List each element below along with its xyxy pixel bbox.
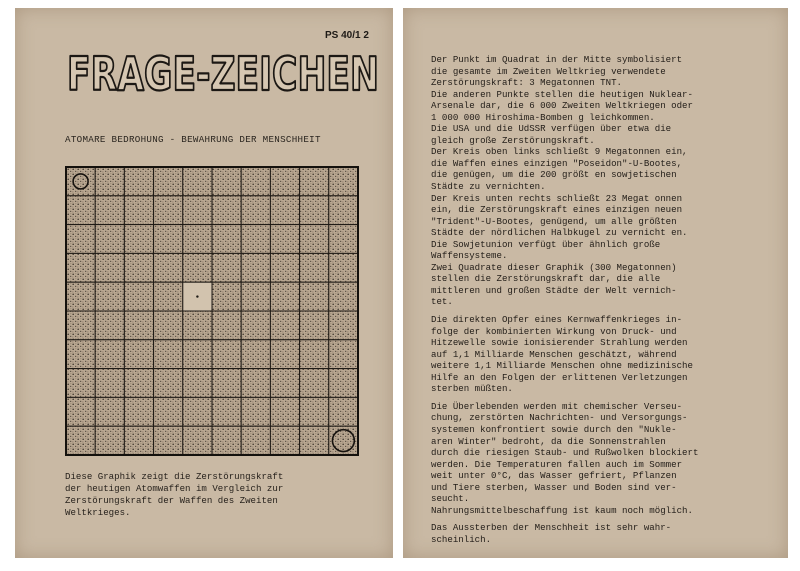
grid-cell xyxy=(212,397,241,426)
grid-cell xyxy=(300,196,329,225)
grid-cell xyxy=(241,167,270,196)
grid-cell xyxy=(212,225,241,254)
body-line: aren Winter" bedroht, da die Sonnenstrahlen xyxy=(431,435,666,447)
grid-cell xyxy=(124,225,153,254)
grid-cell xyxy=(95,282,124,311)
headline-text: FRAGE-ZEICHEN xyxy=(67,47,379,101)
body-line: tet. xyxy=(431,296,453,308)
body-line: Die anderen Punkte stellen die heutigen Nuklear- xyxy=(431,88,693,100)
grid-cell xyxy=(95,397,124,426)
headline xyxy=(63,46,383,102)
grid-cell xyxy=(212,282,241,311)
grid-cell xyxy=(154,340,183,369)
subtitle: ATOMARE BEDROHUNG - BEWAHRUNG DER MENSCHHEIT xyxy=(65,134,321,145)
body-line: Hitzewelle sowie ionisierender Strahlung werden xyxy=(431,337,688,349)
grid-cell xyxy=(124,196,153,225)
body-line: "Trident"-U-Bootes, genügend, um alle größten xyxy=(431,215,677,227)
grid-cell xyxy=(183,167,212,196)
grid-cell xyxy=(241,426,270,455)
caption-line: Zerstörungskraft der Waffen des Zweiten xyxy=(65,495,278,506)
grid-cell xyxy=(154,369,183,398)
grid-cell xyxy=(300,282,329,311)
body-line: auf 1,1 Milliarde Menschen geschätzt, während xyxy=(431,348,677,360)
grid-cell xyxy=(212,253,241,282)
grid-cell xyxy=(300,340,329,369)
caption-line: Diese Graphik zeigt die Zerstörungskraft xyxy=(65,471,284,482)
grid-cell xyxy=(270,340,299,369)
grid-cell xyxy=(183,340,212,369)
body-line: Hilfe an den Folgen der erlittenen Verletzungen xyxy=(431,371,688,383)
grid-cell xyxy=(300,311,329,340)
body-line: Waffensysteme. xyxy=(431,250,508,262)
caption-line: der heutigen Atomwaffen im Vergleich zur xyxy=(65,483,284,494)
grid-cell xyxy=(95,311,124,340)
grid-cell xyxy=(183,225,212,254)
body-line: Die USA und die UdSSR verfügen über etwa die xyxy=(431,123,672,135)
grid-cell xyxy=(66,196,95,225)
grid-cell xyxy=(241,340,270,369)
grid-cell xyxy=(154,397,183,426)
grid-cell xyxy=(154,253,183,282)
caption xyxy=(65,471,375,519)
grid-cell xyxy=(66,340,95,369)
grid-cell xyxy=(124,426,153,455)
grid-cell xyxy=(212,426,241,455)
grid-cell xyxy=(124,369,153,398)
body-line: seucht. xyxy=(431,493,470,505)
grid-cell xyxy=(241,311,270,340)
grid-cell xyxy=(124,397,153,426)
body-line: Das Aussterben der Menschheit ist sehr wahr- xyxy=(431,522,672,534)
grid-cell xyxy=(329,282,358,311)
grid-cell xyxy=(241,397,270,426)
grid-cell xyxy=(270,253,299,282)
grid-cell xyxy=(66,369,95,398)
body-line: und Tiere sterben, Wasser und Boden sind ver- xyxy=(431,481,677,493)
grid-cell xyxy=(183,196,212,225)
body-line: mittleren und großen Städte der Welt vernich- xyxy=(431,284,677,296)
body-line: die gesamte im Zweiten Weltkrieg verwendete xyxy=(431,65,666,77)
grid-cell xyxy=(270,426,299,455)
grid-cell xyxy=(300,167,329,196)
grid-cell xyxy=(241,225,270,254)
grid-cell xyxy=(124,340,153,369)
grid-cell xyxy=(183,253,212,282)
body-line: Die direkten Opfer eines Kernwaffenkrieges in- xyxy=(431,314,683,326)
grid-cell xyxy=(241,253,270,282)
grid-cell xyxy=(66,225,95,254)
body-line: werden. Die Temperaturen fallen auch im Sommer xyxy=(431,458,683,470)
grid-cell xyxy=(95,340,124,369)
grid-cell xyxy=(300,369,329,398)
grid-cell xyxy=(95,167,124,196)
body-line: Städte zu vernichten. xyxy=(431,181,546,193)
body-line: folge der kombinierten Wirkung von Druck- und xyxy=(431,325,677,337)
grid-cell xyxy=(124,311,153,340)
grid-cell xyxy=(154,167,183,196)
grid-cell xyxy=(329,340,358,369)
grid-cell xyxy=(300,426,329,455)
grid-cell xyxy=(270,167,299,196)
body-line: weitere 1,1 Milliarde Menschen ohne medizinische xyxy=(431,360,693,372)
grid-cell xyxy=(329,196,358,225)
grid-cell xyxy=(329,225,358,254)
body-line: durch die riesigen Staub- und Rußwolken blockiert xyxy=(431,447,699,459)
grid-cell xyxy=(95,426,124,455)
body-line: chung, zerstörten Nachrichten- und Versorgungs- xyxy=(431,412,688,424)
grid-cell xyxy=(124,282,153,311)
grid-cell xyxy=(95,369,124,398)
body-line: die genügen, um die 200 größt en sowjetischen xyxy=(431,169,677,181)
grid-cell xyxy=(154,311,183,340)
grid-cell xyxy=(329,369,358,398)
grid-cell xyxy=(183,397,212,426)
body-line: Die Überlebenden werden mit chemischer Verseu- xyxy=(431,400,683,412)
grid-cell xyxy=(154,426,183,455)
center-point xyxy=(196,295,198,297)
grid-cell xyxy=(95,225,124,254)
grid-cell xyxy=(124,253,153,282)
body-line: gleich große Zerstörungskraft. xyxy=(431,134,595,146)
grid-cell xyxy=(95,253,124,282)
grid-cell xyxy=(270,369,299,398)
body-line: ein, die Zerstörungskraft eines einzigen neuen xyxy=(431,204,683,216)
grid-cell xyxy=(329,311,358,340)
grid-cell xyxy=(66,167,95,196)
body-line: Der Punkt im Quadrat in der Mitte symbolisiert xyxy=(431,54,683,65)
grid-cell xyxy=(241,196,270,225)
body-line: stellen die Zerstörungskraft dar, die alle xyxy=(431,273,661,285)
grid-cell xyxy=(329,253,358,282)
grid-cell xyxy=(270,397,299,426)
grid-cell xyxy=(241,369,270,398)
grid-cell xyxy=(329,397,358,426)
grid-cell xyxy=(183,369,212,398)
megaton-grid xyxy=(62,163,362,459)
body-line: sterben müßten. xyxy=(431,383,513,395)
grid-cell xyxy=(241,282,270,311)
grid-cell xyxy=(66,426,95,455)
grid-cell xyxy=(270,225,299,254)
grid-cell xyxy=(212,196,241,225)
grid-cell xyxy=(212,311,241,340)
document-code: PS 40/1 2 xyxy=(325,30,369,41)
grid-cell xyxy=(300,225,329,254)
body-line: Zerstörungskraft: 3 Megatonnen TNT. xyxy=(431,77,622,89)
grid-cell xyxy=(66,253,95,282)
grid-cell xyxy=(154,225,183,254)
body-line: scheinlich. xyxy=(431,533,492,545)
grid-cell xyxy=(300,397,329,426)
body-line: Der Kreis unten rechts schließt 23 Megat onnen xyxy=(431,192,683,204)
body-text xyxy=(431,54,781,545)
body-line: systemen konfrontiert sowie durch den "Nukle- xyxy=(431,423,677,435)
grid-cell xyxy=(270,196,299,225)
body-line: Zwei Quadrate dieser Graphik (300 Megatonnen) xyxy=(431,261,677,273)
right-page xyxy=(403,8,788,558)
grid-cell xyxy=(66,397,95,426)
caption-line: Weltkrieges. xyxy=(65,507,131,518)
grid-cell xyxy=(270,282,299,311)
grid-cell xyxy=(212,340,241,369)
body-line: weit unter 0°C, das Wasser gefriert, Pflanzen xyxy=(431,470,677,482)
body-line: 1 000 000 Hiroshima-Bomben g leichkommen. xyxy=(431,111,655,123)
body-line: Städte der nördlichen Halbkugel zu vernicht en. xyxy=(431,227,688,239)
grid-cell xyxy=(154,196,183,225)
body-line: Die Sowjetunion verfügt über ähnlich große xyxy=(431,238,661,250)
grid-cell xyxy=(183,426,212,455)
left-page xyxy=(15,8,393,558)
body-line: Nahrungsmittelbeschaffung ist kaum noch möglich. xyxy=(431,504,693,516)
grid-cell xyxy=(212,167,241,196)
grid-cell xyxy=(95,196,124,225)
grid-cell xyxy=(154,282,183,311)
grid-cell xyxy=(183,311,212,340)
grid-cell xyxy=(66,311,95,340)
grid-cell xyxy=(270,311,299,340)
grid-cell xyxy=(212,369,241,398)
grid-cell xyxy=(66,282,95,311)
grid-cell xyxy=(124,167,153,196)
body-line: Der Kreis oben links schließt 9 Megatonnen ein, xyxy=(431,146,688,158)
body-line: Arsenale dar, die 6 000 Zweiten Weltkriegen oder xyxy=(431,100,693,112)
grid-cell xyxy=(300,253,329,282)
body-line: die Waffen eines einzigen "Poseidon"-U-Bootes, xyxy=(431,157,683,169)
grid-cell xyxy=(329,167,358,196)
